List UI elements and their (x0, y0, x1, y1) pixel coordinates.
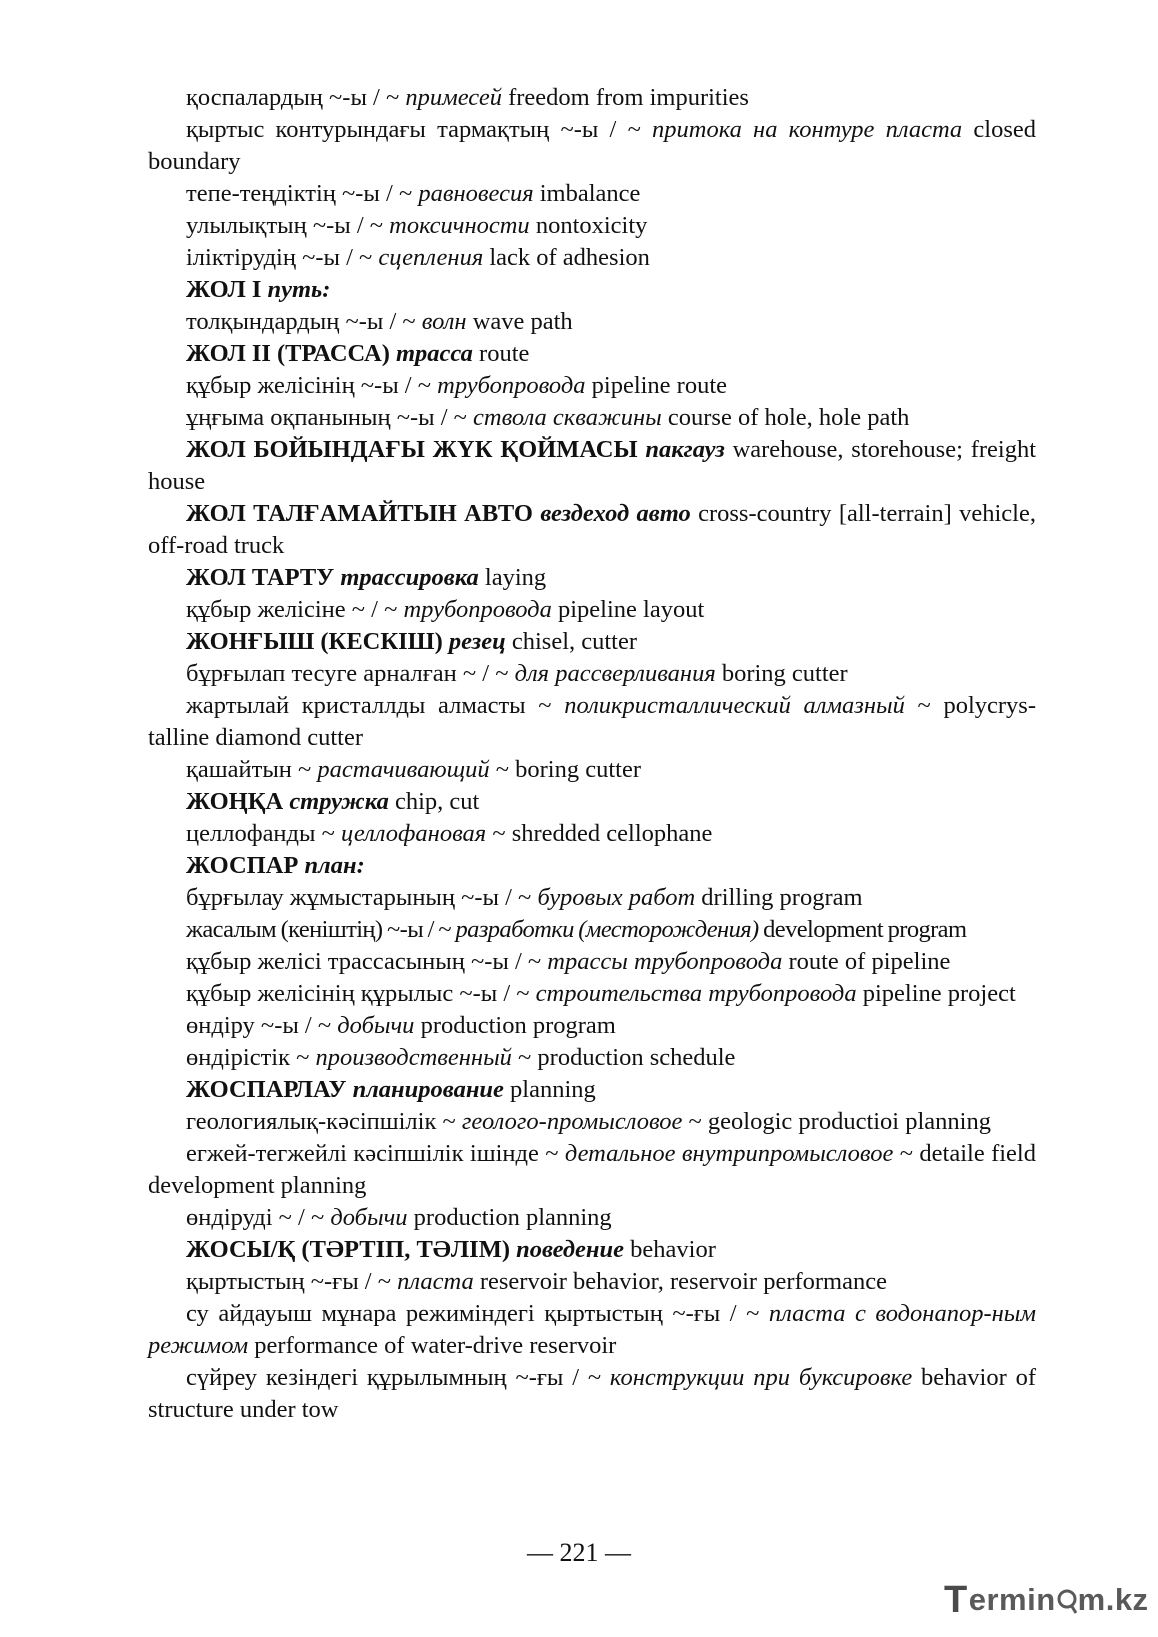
entry-text: жасалым (кеніштің) ~-ы / ~ (186, 916, 456, 943)
entry-text: drilling program (695, 884, 863, 911)
entry-text: іліктірудің ~-ы / ~ (186, 244, 379, 271)
russian-term: равновесия (418, 180, 534, 207)
dictionary-entry (148, 242, 1036, 274)
dictionary-entry (148, 1138, 1036, 1202)
dictionary-entry (148, 690, 1036, 754)
dictionary-entry (148, 434, 1036, 498)
entry-text: lack of adhesion (483, 244, 650, 271)
entry-text: planning (503, 1076, 596, 1103)
dictionary-entry (148, 1010, 1036, 1042)
dictionary-entry (148, 946, 1036, 978)
entry-text: жартылай кристаллды алмасты ~ (186, 692, 565, 719)
entry-text: құбыр желісі трассасының ~-ы / ~ (186, 948, 548, 975)
entry-text: route of pipeline (782, 948, 951, 975)
russian-term: трубопровода (403, 596, 552, 623)
entry-text: өндіру ~-ы / ~ (186, 1012, 338, 1039)
entry-text: ~ polycrys-talline diamond cutter (148, 692, 1037, 751)
russian-term: для рассверливания (514, 660, 716, 687)
dictionary-entry (148, 82, 1036, 114)
entry-text: course of hole, hole path (661, 404, 910, 431)
watermark-text-tail: m.kz (1077, 1582, 1149, 1617)
russian-term: волн (421, 308, 467, 335)
entry-text: құбыр желісінің құрылыс ~-ы / ~ (186, 980, 536, 1007)
dictionary-entry (148, 498, 1036, 562)
entry-text: ~ production schedule (511, 1044, 736, 1071)
entry-text: laying (478, 564, 547, 591)
entry-text: pipeline route (585, 372, 728, 399)
entry-text: behavior (624, 1236, 716, 1263)
entry-text: толқындардың ~-ы / ~ (186, 308, 422, 335)
dictionary-entry (148, 1202, 1036, 1234)
russian-term: производственный (315, 1044, 512, 1071)
russian-term: строительства трубопровода (535, 980, 857, 1007)
dictionary-entry (148, 914, 1036, 946)
headword: ЖОЛ II (ТРАССА) (186, 340, 396, 367)
entry-text: қашайтын ~ (186, 756, 318, 783)
dictionary-entry (148, 658, 1036, 690)
watermark-letter-t: T (944, 1578, 968, 1621)
dictionary-entry (148, 626, 1036, 658)
entry-text: ~ detaile field development planning (148, 1140, 1036, 1199)
russian-term: добычи (330, 1204, 408, 1231)
russian-term: трубопровода (437, 372, 586, 399)
russian-term: целлофановая (340, 820, 487, 847)
entry-text: өндіруді ~ / ~ (186, 1204, 331, 1231)
russian-headword: вездеход авто (540, 500, 691, 527)
dictionary-entry (148, 210, 1036, 242)
entry-text: production program (414, 1012, 616, 1039)
entry-text: ұңғыма оқпанының ~-ы / ~ (186, 404, 474, 431)
headword: ЖОСПАРЛАУ (186, 1076, 353, 1103)
headword: ЖОҢҚА (186, 788, 290, 815)
dictionary-entry (148, 114, 1036, 178)
entry-text: өндірістік ~ (186, 1044, 316, 1071)
entry-text: development program (758, 916, 967, 943)
entry-text: boring cutter (715, 660, 848, 687)
magnifier-icon (1056, 1585, 1078, 1615)
entry-text: production planning (407, 1204, 612, 1231)
russian-term: пласта (397, 1268, 474, 1295)
dictionary-entry (148, 1234, 1036, 1266)
dictionary-entry (148, 402, 1036, 434)
russian-term: буровых работ (537, 884, 696, 911)
dictionary-entry (148, 786, 1036, 818)
russian-term: пласта с водонапор-ным режимом (148, 1300, 1036, 1359)
dictionary-entry (148, 562, 1036, 594)
entry-text: улылықтың ~-ы / ~ (186, 212, 390, 239)
entry-text: сүйреу кезіндегі құрылымның ~-ғы / ~ (186, 1364, 610, 1391)
page-number: — 221 — (527, 1538, 631, 1567)
entry-text: imbalance (533, 180, 641, 207)
entry-text: қыртыстың ~-ғы / ~ (186, 1268, 398, 1295)
dictionary-entry (148, 1042, 1036, 1074)
russian-term: токсичности (389, 212, 530, 239)
russian-term: конструкции при буксировке (609, 1364, 913, 1391)
dictionary-entry (148, 274, 1036, 306)
watermark-logo (944, 1580, 1149, 1620)
headword: ЖОЛ I (186, 276, 268, 303)
entry-text: pipeline project (856, 980, 1016, 1007)
entry-text: тепе-теңдіктің ~-ы / ~ (186, 180, 419, 207)
entry-text: ~ geologic productioi planning (682, 1108, 991, 1135)
entry-text: қыртыс контурындағы тармақтың ~-ы / ~ (186, 116, 653, 143)
entry-text: nontoxicity (529, 212, 648, 239)
headword: ЖОСПАР (186, 852, 305, 879)
dictionary-entry (148, 338, 1036, 370)
entry-text: құбыр желісінің ~-ы / ~ (186, 372, 438, 399)
dictionary-entry (148, 370, 1036, 402)
entry-text: cross-country [all-terrain] vehicle, off-road truck (148, 500, 1036, 559)
russian-headword: трасса (395, 340, 473, 367)
entry-text: целлофанды ~ (186, 820, 341, 847)
headword: ЖОНҒЫШ (КЕСКІШ) (186, 628, 449, 655)
entry-text: chisel, cutter (505, 628, 638, 655)
russian-headword: поведение (516, 1236, 625, 1263)
entry-text: геологиялық-кәсіпшілік ~ (186, 1108, 462, 1135)
russian-headword: резец (448, 628, 506, 655)
entry-text: құбыр желісіне ~ / ~ (186, 596, 404, 623)
dictionary-entry (148, 1362, 1036, 1426)
russian-headword: пакгауз (645, 436, 725, 463)
russian-term: поликристаллический алмазный (564, 692, 905, 719)
russian-headword: трассировка (340, 564, 479, 591)
entry-text: closed boundary (148, 116, 1036, 175)
entry-text: бұрғылап тесуге арналған ~ / ~ (186, 660, 515, 687)
russian-term: геолого-промысловое (461, 1108, 683, 1135)
russian-term: растачивающий (317, 756, 490, 783)
russian-term: детальное внутрипромысловое (564, 1140, 894, 1167)
russian-headword: план: (304, 852, 365, 879)
dictionary-entry (148, 1266, 1036, 1298)
entry-text: warehouse, storehouse; freight house (148, 436, 1037, 495)
dictionary-entry (148, 754, 1036, 786)
headword: ЖОЛ ТАЛҒАМАЙТЫН АВТО (186, 500, 541, 527)
dictionary-entry (148, 818, 1036, 850)
dictionary-entry (148, 1298, 1036, 1362)
dictionary-entry (148, 978, 1036, 1010)
russian-term: притока на контуре пласта (652, 116, 963, 143)
entry-text: behavior of structure under tow (148, 1364, 1036, 1423)
dictionary-entry (148, 306, 1036, 338)
headword: ЖОСЫ/Қ (ТӘРТІП, ТӘЛІМ) (186, 1236, 517, 1263)
headword: ЖОЛ БОЙЫНДАҒЫ ЖҮК ҚОЙМАСЫ (186, 436, 646, 463)
headword: ЖОЛ ТАРТУ (186, 564, 341, 591)
entry-text: chip, cut (388, 788, 480, 815)
entry-text: freedom from impurities (501, 84, 749, 111)
russian-term: трассы трубопровода (547, 948, 783, 975)
entry-text: ~ boring cutter (489, 756, 642, 783)
russian-headword: планирование (352, 1076, 504, 1103)
dictionary-entry (148, 850, 1036, 882)
dictionary-entry (148, 594, 1036, 626)
russian-term: добычи (337, 1012, 415, 1039)
dictionary-page-body (148, 82, 1036, 1426)
russian-term: примесей (405, 84, 502, 111)
entry-text: су айдауыш мұнара режиміндегі қыртыстың ~-ғы / ~ (186, 1300, 769, 1327)
russian-term: ствола скважины (473, 404, 662, 431)
entry-text: ~ shredded cellophane (486, 820, 713, 847)
watermark-text-mid: ermin (968, 1582, 1056, 1617)
russian-term: сцепления (378, 244, 484, 271)
dictionary-entry (148, 882, 1036, 914)
dictionary-entry (148, 1106, 1036, 1138)
entry-text: pipeline layout (551, 596, 705, 623)
entry-text: reservoir behavior, reservoir performance (473, 1268, 887, 1295)
entry-text: бұрғылау жұмыстарының ~-ы / ~ (186, 884, 538, 911)
dictionary-entry (148, 178, 1036, 210)
russian-term: разработки (месторождения) (455, 916, 759, 943)
entry-text: route (472, 340, 530, 367)
entry-text: wave path (466, 308, 573, 335)
russian-headword: стружка (289, 788, 389, 815)
entry-text: performance of water-drive reservoir (248, 1332, 617, 1359)
russian-headword: путь: (267, 276, 331, 303)
dictionary-entry (148, 1074, 1036, 1106)
entry-text: егжей-тегжейлі кәсіпшілік ішінде ~ (186, 1140, 565, 1167)
entry-text: қоспалардың ~-ы / ~ (186, 84, 406, 111)
